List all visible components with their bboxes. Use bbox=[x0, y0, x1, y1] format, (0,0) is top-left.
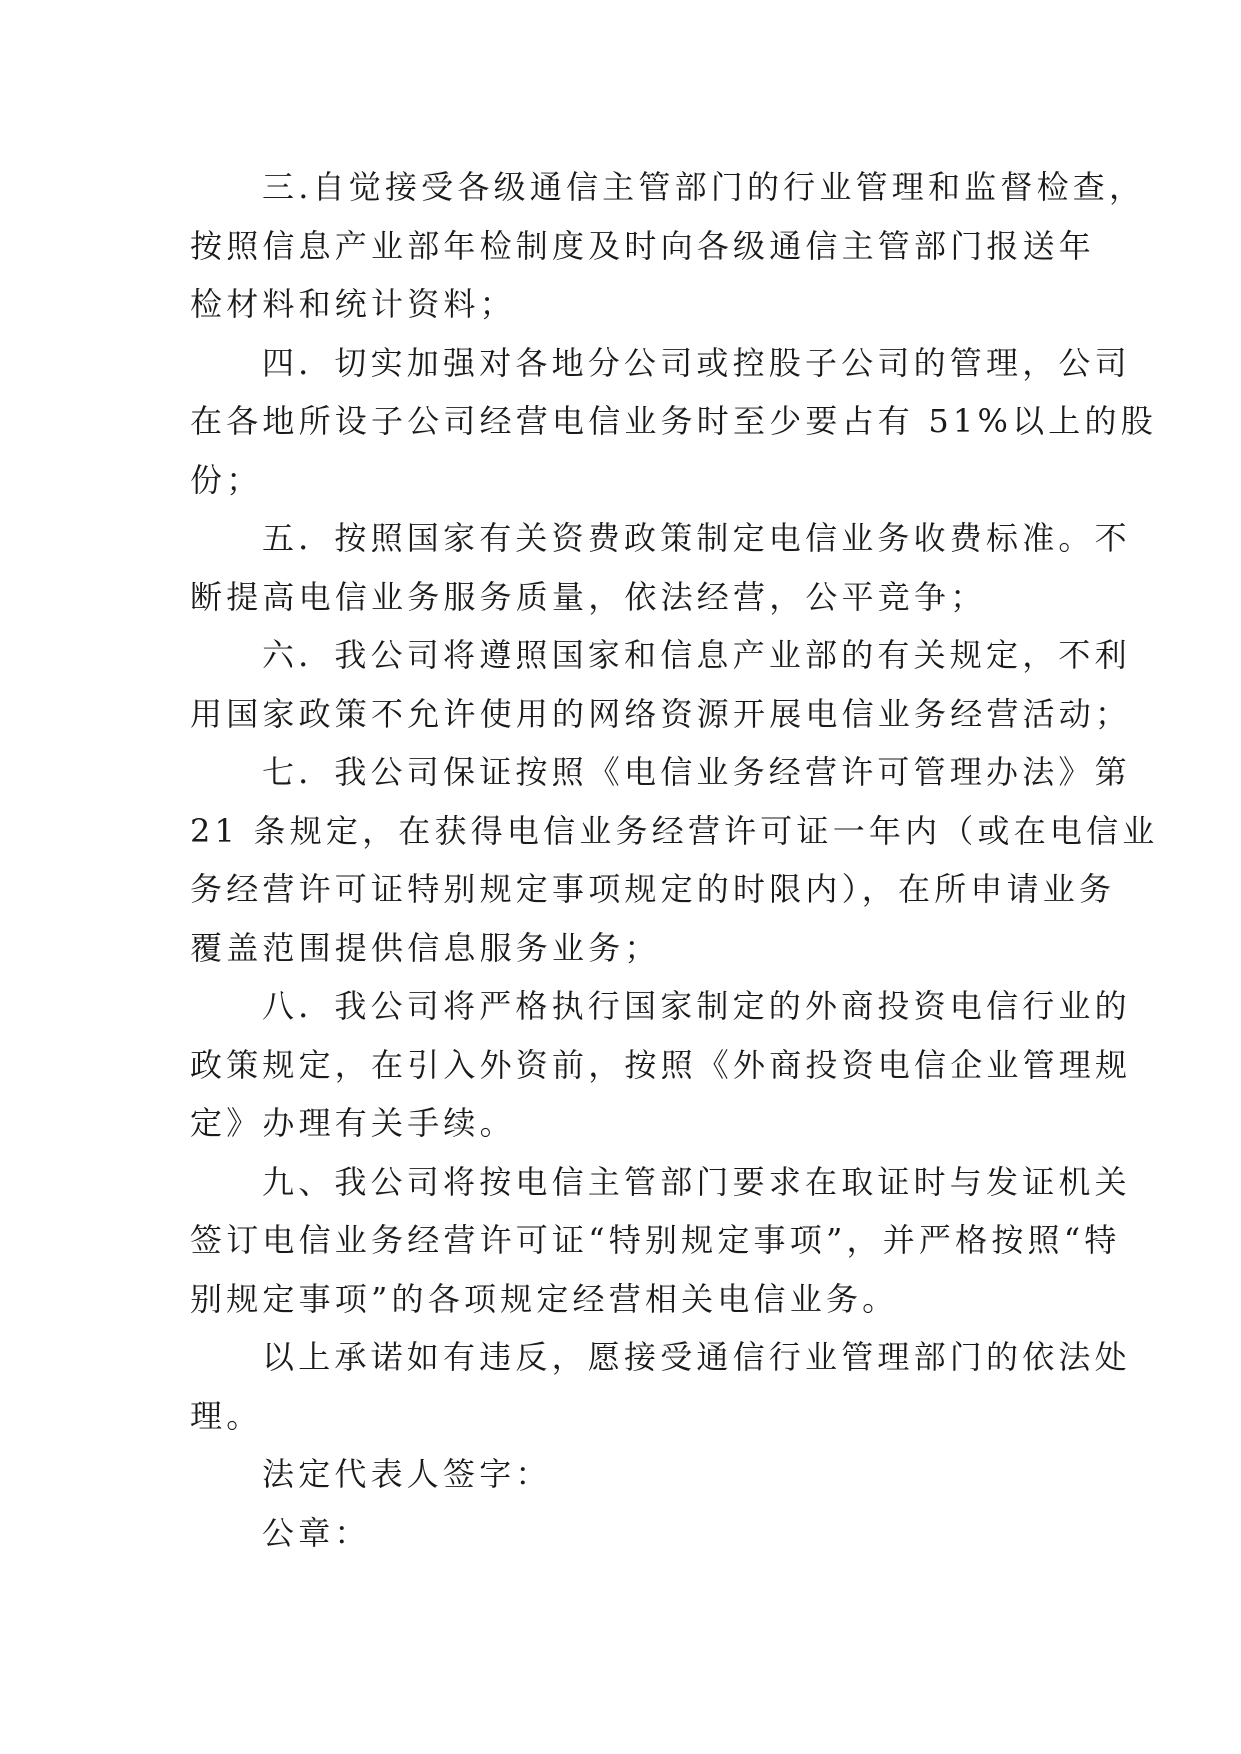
text-line: 六．我公司将遵照国家和信息产业部的有关规定，不利 bbox=[262, 636, 1131, 674]
text-line: 在各地所设子公司经营电信业务时至少要占有 51%以上的股 bbox=[190, 402, 1157, 440]
text-line: 八．我公司将严格执行国家制定的外商投资电信行业的 bbox=[262, 987, 1131, 1025]
document-body bbox=[190, 158, 1159, 1562]
commitment-item-7 bbox=[190, 743, 1159, 977]
signature-section bbox=[190, 1445, 1070, 1562]
text-line: 签订电信业务经营许可证“特别规定事项”，并严格按照“特 bbox=[190, 1221, 1121, 1259]
commitment-item-9 bbox=[190, 1153, 1131, 1329]
text-line: 五．按照国家有关资费政策制定电信业务收费标准。不 bbox=[262, 519, 1131, 557]
commitment-item-5 bbox=[190, 509, 1131, 626]
text-line: 21 条规定，在获得电信业务经营许可证一年内（或在电信业 bbox=[190, 811, 1159, 850]
commitment-item-8 bbox=[190, 977, 1132, 1153]
text-line: 覆盖范围提供信息服务业务； bbox=[190, 928, 661, 967]
text-line: 三.自觉接受各级通信主管部门的行业管理和监督检查， bbox=[262, 168, 1146, 206]
closing-statement bbox=[190, 1328, 1131, 1445]
text-line: 别规定事项”的各项规定经营相关电信业务。 bbox=[190, 1279, 899, 1318]
text-line: 以上承诺如有违反，愿接受通信行业管理部门的依法处 bbox=[262, 1338, 1131, 1376]
commitment-item-4 bbox=[190, 334, 1157, 510]
text-line: 定》办理有关手续。 bbox=[190, 1104, 516, 1142]
text-line: 九、我公司将按电信主管部门要求在取证时与发证机关 bbox=[262, 1162, 1131, 1201]
text-line: 四．切实加强对各地分公司或控股子公司的管理，公司 bbox=[262, 343, 1131, 382]
text-line: 七．我公司保证按照《电信业务经营许可管理办法》第 bbox=[262, 753, 1131, 791]
text-line: 理。 bbox=[190, 1396, 263, 1435]
text-line: 用国家政策不允许使用的网络资源开展电信业务经营活动； bbox=[190, 694, 1132, 733]
text-line: 按照信息产业部年检制度及时向各级通信主管部门报送年 bbox=[190, 226, 1096, 265]
text-line: 务经营许可证特别规定事项规定的时限内），在所申请业务 bbox=[190, 870, 1116, 908]
legal-representative-signature-label: 法定代表人签字： bbox=[262, 1455, 552, 1493]
text-line: 检材料和统计资料； bbox=[190, 285, 516, 323]
text-line: 份； bbox=[190, 460, 263, 499]
commitment-item-3 bbox=[190, 158, 1146, 334]
commitment-item-6 bbox=[190, 626, 1132, 743]
text-line: 政策规定，在引入外资前，按照《外商投资电信企业管理规 bbox=[190, 1045, 1132, 1084]
text-line: 断提高电信业务服务质量，依法经营，公平竞争； bbox=[190, 577, 987, 616]
company-seal-label: 公章： bbox=[262, 1513, 371, 1552]
